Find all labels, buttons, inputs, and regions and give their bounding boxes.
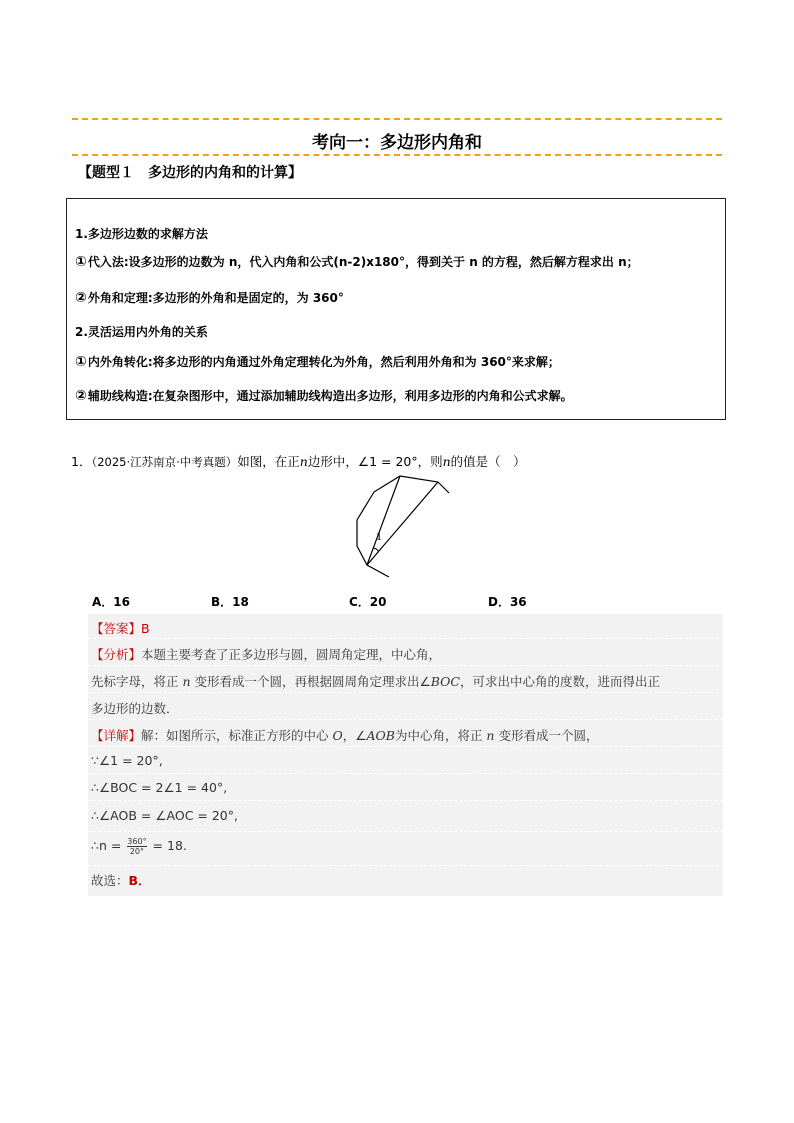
math-var-n: n <box>486 728 495 743</box>
analysis-text: 先标字母，将正 <box>91 674 183 689</box>
step-angle-boc: ∴∠BOC = 2∠1 = 40°, <box>91 780 228 795</box>
chord-line <box>367 476 400 565</box>
detail-text: 解：如图所示，标准正方形的中心 <box>141 728 333 743</box>
analysis-text: 本题主要考查了正多边形与圆，圆周角定理，中心角， <box>141 647 442 662</box>
method-item-substitution <box>75 253 639 270</box>
row-separator <box>88 773 723 774</box>
solution-panel <box>88 614 723 896</box>
conclusion-line <box>91 871 151 889</box>
question-text: 如图，在正 <box>237 454 300 469</box>
method-item-text: 代入法:设多边形的边数为 n，代入内角和公式(n-2)x180°，得到关于 n 的方程，然后解方程求出 n； <box>87 255 639 269</box>
step-text: = 18. <box>148 838 187 853</box>
answer-line <box>91 619 150 637</box>
circle-number-1: ① <box>75 354 87 370</box>
method-heading-2: 2.灵活运用内外角的关系 <box>75 325 208 339</box>
question-type-title: 【题型１ 多边形的内角和的计算】 <box>78 165 302 181</box>
row-separator <box>88 719 723 720</box>
section-title: 考向一：多边形内角和 <box>312 133 482 153</box>
method-item-angle-conversion <box>75 353 560 370</box>
fraction-numerator: 360° <box>127 837 147 846</box>
math-var-n: n <box>442 454 451 469</box>
circle-number-1: ① <box>75 254 87 270</box>
answer-value: B <box>141 621 150 636</box>
method-heading-1: 1.多边形边数的求解方法 <box>75 227 208 241</box>
conclusion-text: 故选： <box>91 873 129 888</box>
question-text: 边形中，∠1 = 20°，则 <box>307 454 443 469</box>
top-dashed-divider <box>72 118 722 120</box>
row-separator <box>88 800 723 801</box>
math-var-n: n <box>299 454 308 469</box>
analysis-tag: 【分析】 <box>91 647 142 662</box>
method-item-auxiliary-line <box>75 387 573 404</box>
method-item-text: 内外角转化:将多边形的内角通过外角定理转化为外角，然后利用外角和为 360°来求解； <box>87 355 560 369</box>
option-d[interactable]: D．36 <box>488 595 527 609</box>
row-separator <box>88 831 723 832</box>
option-c[interactable]: C．20 <box>349 595 387 609</box>
math-var-o: O <box>332 728 343 743</box>
math-angle-aob: AOB <box>366 728 395 743</box>
step-compute-n <box>91 837 187 856</box>
bottom-dashed-divider <box>72 154 722 156</box>
step-given: ∵∠1 = 20°, <box>91 753 163 768</box>
analysis-line-2 <box>91 672 660 690</box>
analysis-text: 变形看成一个圆，再根据圆周角定理求出∠ <box>190 674 431 689</box>
method-item-text: 外角和定理:多边形的外角和是固定的，为 360° <box>87 291 344 305</box>
math-var-n: n <box>182 674 191 689</box>
polygon-outline <box>357 476 449 577</box>
detail-tag: 【详解】 <box>91 728 142 743</box>
question-text: 的值是（ ） <box>450 454 526 469</box>
step-angle-aob: ∴∠AOB = ∠AOC = 20°, <box>91 808 238 823</box>
question-number: 1． <box>71 454 92 469</box>
analysis-text: ，可求出中心角的度数，进而得出正 <box>459 674 660 689</box>
row-separator <box>88 746 723 747</box>
detail-text: 变形看成一个圆， <box>494 728 599 743</box>
question-stem <box>71 452 526 470</box>
detail-line-1 <box>91 726 598 744</box>
circle-number-2: ② <box>75 290 87 306</box>
detail-text: 为中心角，将正 <box>394 728 487 743</box>
fraction <box>127 837 146 856</box>
option-a[interactable]: A．16 <box>92 595 130 609</box>
angle-label: 1 <box>376 532 383 543</box>
row-separator <box>88 865 723 866</box>
polygon-figure <box>344 468 454 580</box>
circle-number-2: ② <box>75 388 87 404</box>
row-separator <box>88 665 723 666</box>
question-source: （2025·江苏南京·中考真题） <box>91 455 238 469</box>
math-angle-boc: BOC <box>430 674 460 689</box>
fraction-denominator: 20° <box>129 847 145 856</box>
analysis-line-3: 多边形的边数． <box>91 701 179 716</box>
method-item-text: 辅助线构造:在复杂图形中，通过添加辅助线构造出多边形，利用多边形的内角和公式求解。 <box>87 389 573 403</box>
analysis-line-1 <box>91 645 441 663</box>
row-separator <box>88 692 723 693</box>
option-b[interactable]: B．18 <box>211 595 249 609</box>
method-summary-box <box>66 198 726 420</box>
step-text: ∴n = <box>91 838 126 853</box>
row-separator <box>88 638 723 639</box>
answer-tag: 【答案】 <box>91 621 142 636</box>
angle-arc <box>374 548 379 552</box>
method-item-exterior-angle <box>75 289 344 306</box>
chord-line <box>367 482 438 565</box>
detail-text: ，∠ <box>342 728 367 743</box>
conclusion-answer: B． <box>128 873 151 888</box>
